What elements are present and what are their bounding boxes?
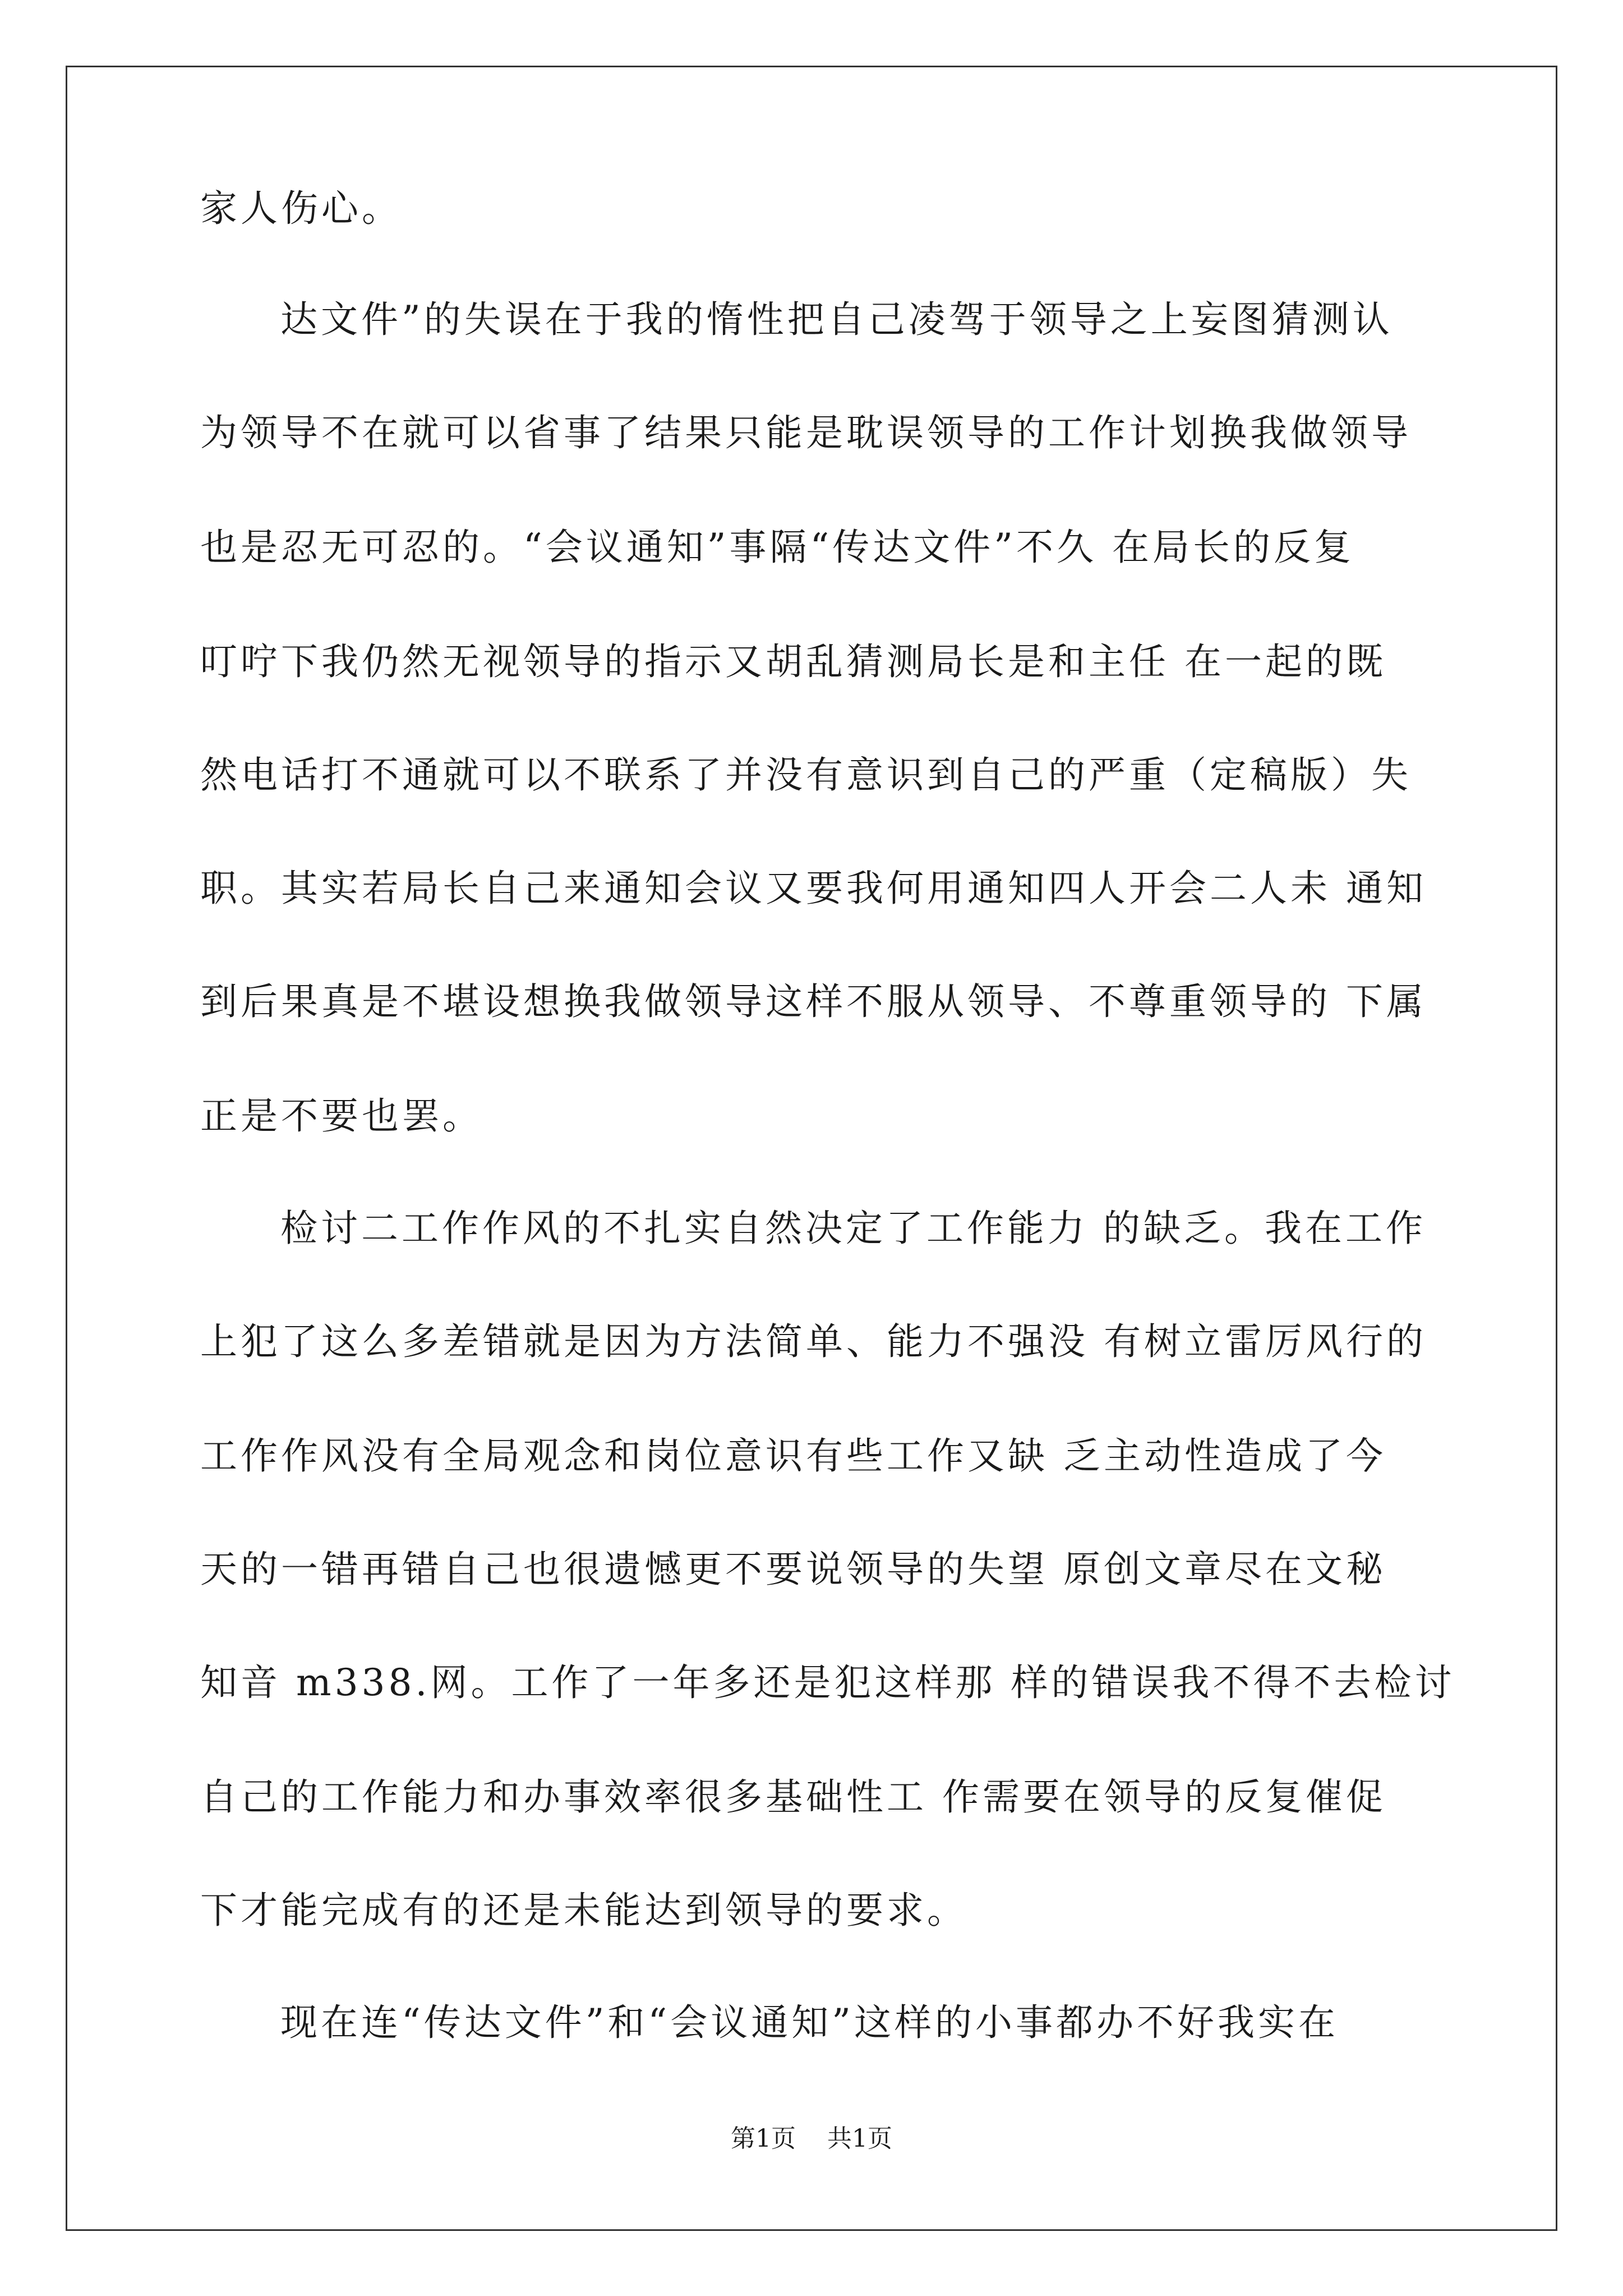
body-line-12: 工作作风没有全局观念和岗位意识有些工作又缺 乏主动性造成了今 [200, 1434, 1386, 1478]
body-line-13: 天的一错再错自己也很遗憾更不要说领导的失望 原创文章尽在文秘 [200, 1548, 1386, 1591]
body-line-7: 职。其实若局长自己来通知会议又要我何用通知四人开会二人未 通知 [200, 867, 1427, 910]
body-line-15: 自己的工作能力和办事效率很多基础性工 作需要在领导的反复催促 [200, 1775, 1386, 1819]
body-line-3: 为领导不在就可以省事了结果只能是耽误领导的工作计划换我做领导 [200, 411, 1412, 454]
body-line-2: 达文件”的失误在于我的惰性把自己凌驾于领导之上妄图猜测认 [280, 298, 1393, 341]
body-line-14: 知音 m338.网。工作了一年多还是犯这样那 样的错误我不得不去检讨 [200, 1661, 1455, 1704]
body-line-5: 叮咛下我仍然无视领导的指示又胡乱猜测局长是和主任 在一起的既 [200, 640, 1386, 683]
body-line-6: 然电话打不通就可以不联系了并没有意识到自己的严重（定稿版）失 [200, 753, 1412, 797]
body-line-8: 到后果真是不堪设想换我做领导这样不服从领导、不尊重领导的 下属 [200, 980, 1427, 1023]
body-line-17: 现在连“传达文件”和“会议通知”这样的小事都办不好我实在 [280, 2001, 1339, 2044]
body-line-11: 上犯了这么多差错就是因为方法简单、能力不强没 有树立雷厉风行的 [200, 1320, 1427, 1363]
body-line-9: 正是不要也罢。 [200, 1094, 483, 1138]
body-line-16: 下才能完成有的还是未能达到领导的要求。 [200, 1889, 967, 1932]
body-line-1: 家人伤心。 [200, 187, 402, 230]
body-line-10: 检讨二工作作风的不扎实自然决定了工作能力 的缺乏。我在工作 [280, 1207, 1426, 1250]
page-footer: 第1页 共1页 [731, 2124, 892, 2153]
body-line-4: 也是忍无可忍的。“会议通知”事隔“传达文件”不久 在局长的反复 [200, 526, 1354, 569]
